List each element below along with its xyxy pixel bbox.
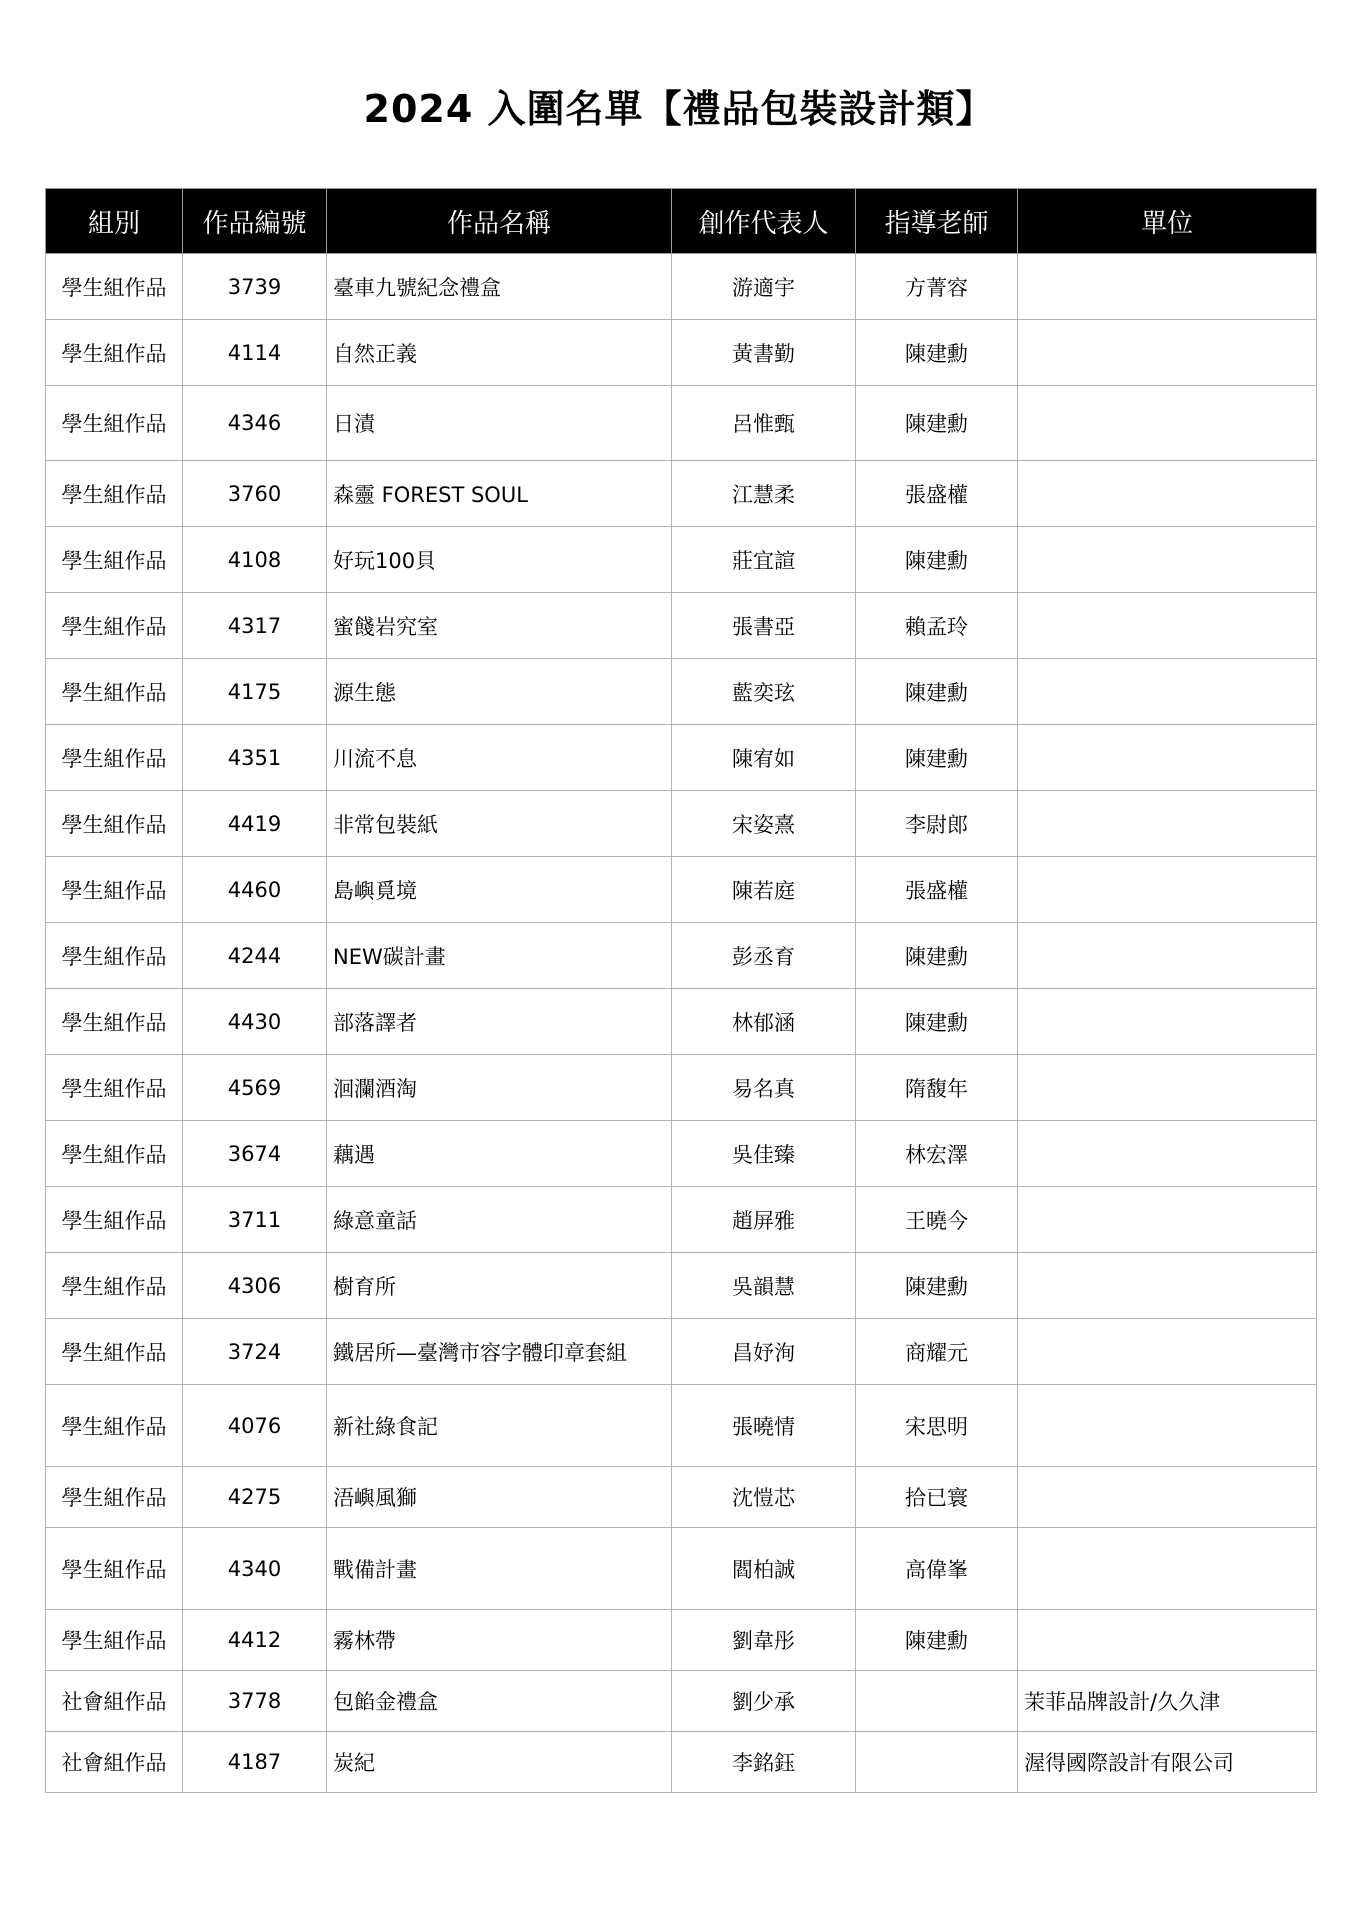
cell-unit [1018,593,1317,659]
cell-entry-number: 4108 [183,527,327,593]
cell-entry-number: 4412 [183,1610,327,1671]
cell-creator: 江慧柔 [672,461,856,527]
cell-teacher: 商耀元 [856,1319,1018,1385]
table-row [46,386,1317,461]
cell-teacher [856,1671,1018,1732]
column-header-unit: 單位 [1018,189,1317,254]
cell-work-name: 炭紀 [327,1732,672,1793]
table-row [46,1253,1317,1319]
cell-group: 社會組作品 [46,1732,183,1793]
table-row [46,1610,1317,1671]
table-row [46,1671,1317,1732]
table-row [46,659,1317,725]
cell-unit [1018,527,1317,593]
cell-unit [1018,1253,1317,1319]
table-row [46,725,1317,791]
table-row [46,923,1317,989]
cell-teacher: 陳建勳 [856,923,1018,989]
column-header-creator: 創作代表人 [672,189,856,254]
cell-work-name: 源生態 [327,659,672,725]
cell-teacher: 陳建勳 [856,320,1018,386]
column-header-group: 組別 [46,189,183,254]
cell-work-name: 鐵居所—臺灣市容字體印章套組 [327,1319,672,1385]
cell-work-name: 川流不息 [327,725,672,791]
cell-entry-number: 3778 [183,1671,327,1732]
column-header-teacher: 指導老師 [856,189,1018,254]
cell-creator: 彭丞育 [672,923,856,989]
cell-work-name: 自然正義 [327,320,672,386]
cell-entry-number: 4351 [183,725,327,791]
cell-entry-number: 4460 [183,857,327,923]
page-title: 2024 入圍名單【禮品包裝設計類】 [363,87,995,131]
cell-work-name: 新社綠食記 [327,1385,672,1467]
cell-teacher: 林宏澤 [856,1121,1018,1187]
cell-teacher: 張盛權 [856,461,1018,527]
column-header-name: 作品名稱 [327,189,672,254]
cell-teacher [856,1732,1018,1793]
cell-teacher: 李尉郎 [856,791,1018,857]
cell-group: 學生組作品 [46,791,183,857]
cell-teacher: 陳建勳 [856,527,1018,593]
cell-unit [1018,1610,1317,1671]
cell-unit [1018,461,1317,527]
header-row [46,189,1317,254]
cell-work-name: 戰備計畫 [327,1528,672,1610]
cell-work-name: 臺車九號紀念禮盒 [327,254,672,320]
cell-group: 學生組作品 [46,1055,183,1121]
cell-work-name: 森靈 FOREST SOUL [327,461,672,527]
cell-creator: 沈愷芯 [672,1467,856,1528]
cell-work-name: 洄瀾酒淘 [327,1055,672,1121]
cell-unit [1018,989,1317,1055]
cell-group: 學生組作品 [46,1319,183,1385]
cell-teacher: 陳建勳 [856,725,1018,791]
cell-teacher: 高偉峯 [856,1528,1018,1610]
cell-unit [1018,1467,1317,1528]
table-row [46,1528,1317,1610]
cell-group: 學生組作品 [46,1187,183,1253]
cell-creator: 劉韋彤 [672,1610,856,1671]
cell-group: 學生組作品 [46,659,183,725]
cell-creator: 昌妤洵 [672,1319,856,1385]
cell-creator: 藍奕玹 [672,659,856,725]
cell-group: 學生組作品 [46,1253,183,1319]
table-row [46,1467,1317,1528]
cell-creator: 陳若庭 [672,857,856,923]
cell-creator: 林郁涵 [672,989,856,1055]
cell-entry-number: 4244 [183,923,327,989]
cell-entry-number: 3739 [183,254,327,320]
cell-work-name: 樹育所 [327,1253,672,1319]
cell-entry-number: 4275 [183,1467,327,1528]
cell-teacher: 陳建勳 [856,659,1018,725]
cell-creator: 易名真 [672,1055,856,1121]
cell-entry-number: 3674 [183,1121,327,1187]
cell-creator: 吳佳臻 [672,1121,856,1187]
cell-unit [1018,1121,1317,1187]
cell-entry-number: 4317 [183,593,327,659]
cell-group: 學生組作品 [46,1385,183,1467]
cell-group: 學生組作品 [46,254,183,320]
table-row [46,527,1317,593]
cell-work-name: 霧林帶 [327,1610,672,1671]
cell-unit [1018,1187,1317,1253]
cell-entry-number: 4076 [183,1385,327,1467]
cell-teacher: 陳建勳 [856,989,1018,1055]
cell-creator: 呂惟甄 [672,386,856,461]
cell-teacher: 賴孟玲 [856,593,1018,659]
cell-creator: 黃書勤 [672,320,856,386]
cell-teacher: 張盛權 [856,857,1018,923]
cell-creator: 吳韻慧 [672,1253,856,1319]
cell-work-name: 部落譯者 [327,989,672,1055]
cell-group: 學生組作品 [46,1467,183,1528]
cell-work-name: 島嶼覓境 [327,857,672,923]
cell-work-name: 綠意童話 [327,1187,672,1253]
table-row [46,1055,1317,1121]
cell-creator: 張書亞 [672,593,856,659]
cell-group: 學生組作品 [46,527,183,593]
cell-work-name: 包餡金禮盒 [327,1671,672,1732]
cell-unit: 茉菲品牌設計/久久津 [1018,1671,1317,1732]
cell-creator: 莊宜諠 [672,527,856,593]
cell-work-name: NEW碳計畫 [327,923,672,989]
table-row [46,1121,1317,1187]
cell-teacher: 方菁容 [856,254,1018,320]
table-row [46,254,1317,320]
cell-group: 學生組作品 [46,989,183,1055]
table-row [46,1187,1317,1253]
cell-work-name: 非常包裝紙 [327,791,672,857]
cell-unit [1018,320,1317,386]
cell-creator: 李銘鈺 [672,1732,856,1793]
cell-group: 學生組作品 [46,1121,183,1187]
table-row [46,1319,1317,1385]
cell-unit [1018,1385,1317,1467]
table-row [46,791,1317,857]
table-row [46,857,1317,923]
cell-group: 學生組作品 [46,1528,183,1610]
cell-creator: 宋姿熹 [672,791,856,857]
cell-entry-number: 4430 [183,989,327,1055]
table-row [46,1385,1317,1467]
cell-group: 學生組作品 [46,320,183,386]
cell-unit [1018,1528,1317,1610]
cell-entry-number: 3711 [183,1187,327,1253]
cell-work-name: 藕遇 [327,1121,672,1187]
cell-unit [1018,923,1317,989]
cell-creator: 游適宇 [672,254,856,320]
cell-work-name: 好玩100貝 [327,527,672,593]
table-row [46,320,1317,386]
cell-entry-number: 4419 [183,791,327,857]
cell-group: 學生組作品 [46,461,183,527]
table-body [46,254,1317,1793]
cell-unit [1018,1055,1317,1121]
cell-teacher: 陳建勳 [856,386,1018,461]
cell-group: 學生組作品 [46,857,183,923]
cell-entry-number: 4306 [183,1253,327,1319]
cell-entry-number: 4340 [183,1528,327,1610]
cell-group: 學生組作品 [46,725,183,791]
table-row [46,593,1317,659]
table-row [46,1732,1317,1793]
table-row [46,989,1317,1055]
cell-creator: 劉少承 [672,1671,856,1732]
cell-group: 學生組作品 [46,593,183,659]
cell-work-name: 日漬 [327,386,672,461]
cell-entry-number: 4114 [183,320,327,386]
cell-teacher: 陳建勳 [856,1610,1018,1671]
cell-unit [1018,857,1317,923]
cell-entry-number: 4175 [183,659,327,725]
cell-unit [1018,1319,1317,1385]
cell-teacher: 宋思明 [856,1385,1018,1467]
cell-group: 學生組作品 [46,923,183,989]
cell-entry-number: 4346 [183,386,327,461]
cell-creator: 張曉情 [672,1385,856,1467]
table-header [46,189,1317,254]
cell-work-name: 蜜餞岩究室 [327,593,672,659]
cell-work-name: 浯嶼風獅 [327,1467,672,1528]
cell-unit [1018,386,1317,461]
cell-teacher: 陳建勳 [856,1253,1018,1319]
cell-entry-number: 3760 [183,461,327,527]
cell-group: 學生組作品 [46,386,183,461]
cell-group: 社會組作品 [46,1671,183,1732]
column-header-id: 作品編號 [183,189,327,254]
cell-unit [1018,254,1317,320]
cell-creator: 閻柏誠 [672,1528,856,1610]
cell-teacher: 拾已寰 [856,1467,1018,1528]
cell-unit [1018,659,1317,725]
cell-unit: 渥得國際設計有限公司 [1018,1732,1317,1793]
table-row [46,461,1317,527]
cell-unit [1018,725,1317,791]
cell-teacher: 隋馥年 [856,1055,1018,1121]
cell-unit [1018,791,1317,857]
cell-creator: 趙屏雅 [672,1187,856,1253]
cell-entry-number: 4187 [183,1732,327,1793]
cell-entry-number: 3724 [183,1319,327,1385]
cell-creator: 陳宥如 [672,725,856,791]
finalist-table [45,188,1317,1793]
cell-teacher: 王曉今 [856,1187,1018,1253]
cell-group: 學生組作品 [46,1610,183,1671]
cell-entry-number: 4569 [183,1055,327,1121]
